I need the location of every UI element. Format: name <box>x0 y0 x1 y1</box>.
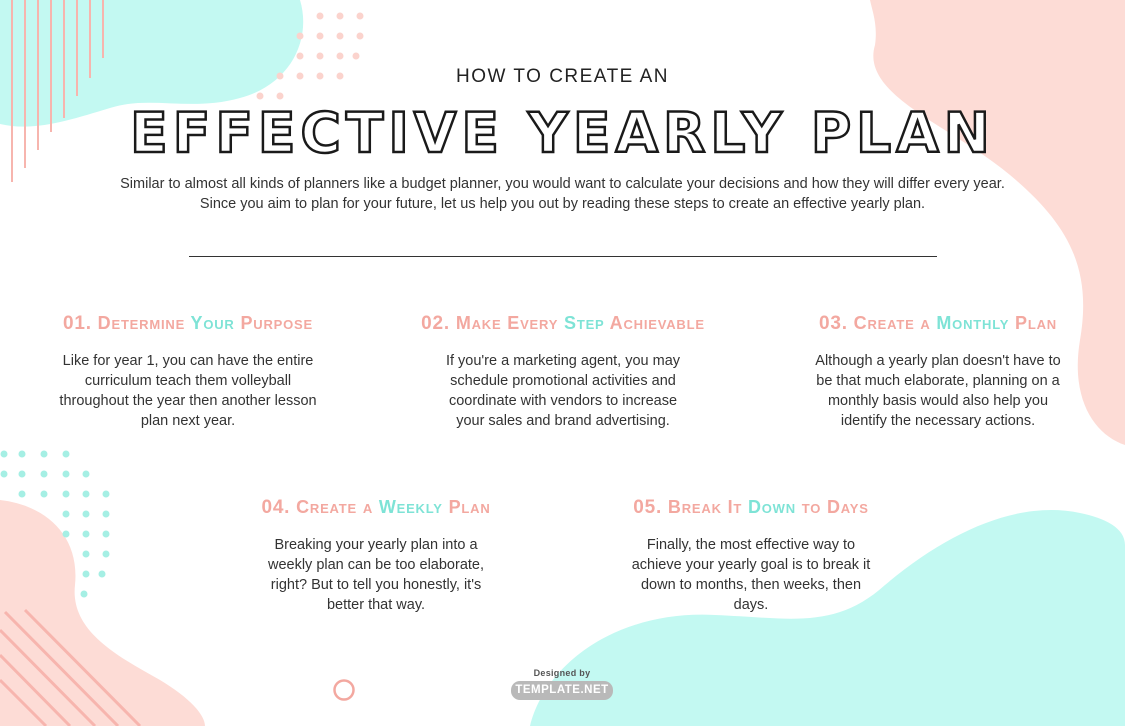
step-01-description: Like for year 1, you can have the entire curriculum teach them volleyball throughout the year then another lesson plan next year. <box>59 353 317 429</box>
step-04-title: 04. Create a Weekly Plan <box>261 497 491 518</box>
template-net-logo[interactable]: TEMPLATE.NET <box>511 681 613 700</box>
step-01-title: 01. Determine Your Purpose <box>63 313 313 334</box>
step-04-description: Breaking your yearly plan into a weekly plan can be too elaborate, right? But to tell you honestly, it's better that way. <box>267 537 485 613</box>
step-01 <box>50 310 326 431</box>
designed-by-label: Designed by <box>533 668 591 678</box>
step-04 <box>250 494 502 615</box>
step-02-description: If you're a marketing agent, you may schedule promotional activities and coordinate with vendors to increase your sales and brand advertising. <box>445 353 681 429</box>
step-05 <box>616 494 886 615</box>
main-title: EFFECTIVE YEARLY PLAN <box>130 101 995 165</box>
step-01-number: 01. <box>63 313 92 334</box>
step-03-title: 03. Create a Monthly Plan <box>819 313 1057 334</box>
intro-paragraph: Similar to almost all kinds of planners like a budget planner, you would want to calculate your decisions and how they will differ every year. Since you aim to plan for your future, let us help you out by reading these steps to create an effective yearly plan. <box>120 176 1005 212</box>
step-05-title: 05. Break It Down to Days <box>633 497 869 518</box>
divider-line <box>189 256 937 257</box>
step-04-number: 04. <box>261 497 291 518</box>
step-02-number: 02. <box>421 313 450 334</box>
step-02-title: 02. Make Every Step Achievable <box>421 313 705 334</box>
designer-credit <box>511 668 613 700</box>
step-05-description: Finally, the most effective way to achieve your yearly goal is to break it down to months, then weeks, then days. <box>631 537 871 613</box>
step-03 <box>806 310 1070 431</box>
step-03-description: Although a yearly plan doesn't have to be that much elaborate, planning on a monthly basis would also help you identify the necessary actions. <box>815 353 1061 429</box>
step-02 <box>412 310 714 431</box>
kicker-text: HOW TO CREATE AN <box>456 66 669 87</box>
step-05-number: 05. <box>633 497 663 518</box>
step-03-number: 03. <box>819 313 848 334</box>
